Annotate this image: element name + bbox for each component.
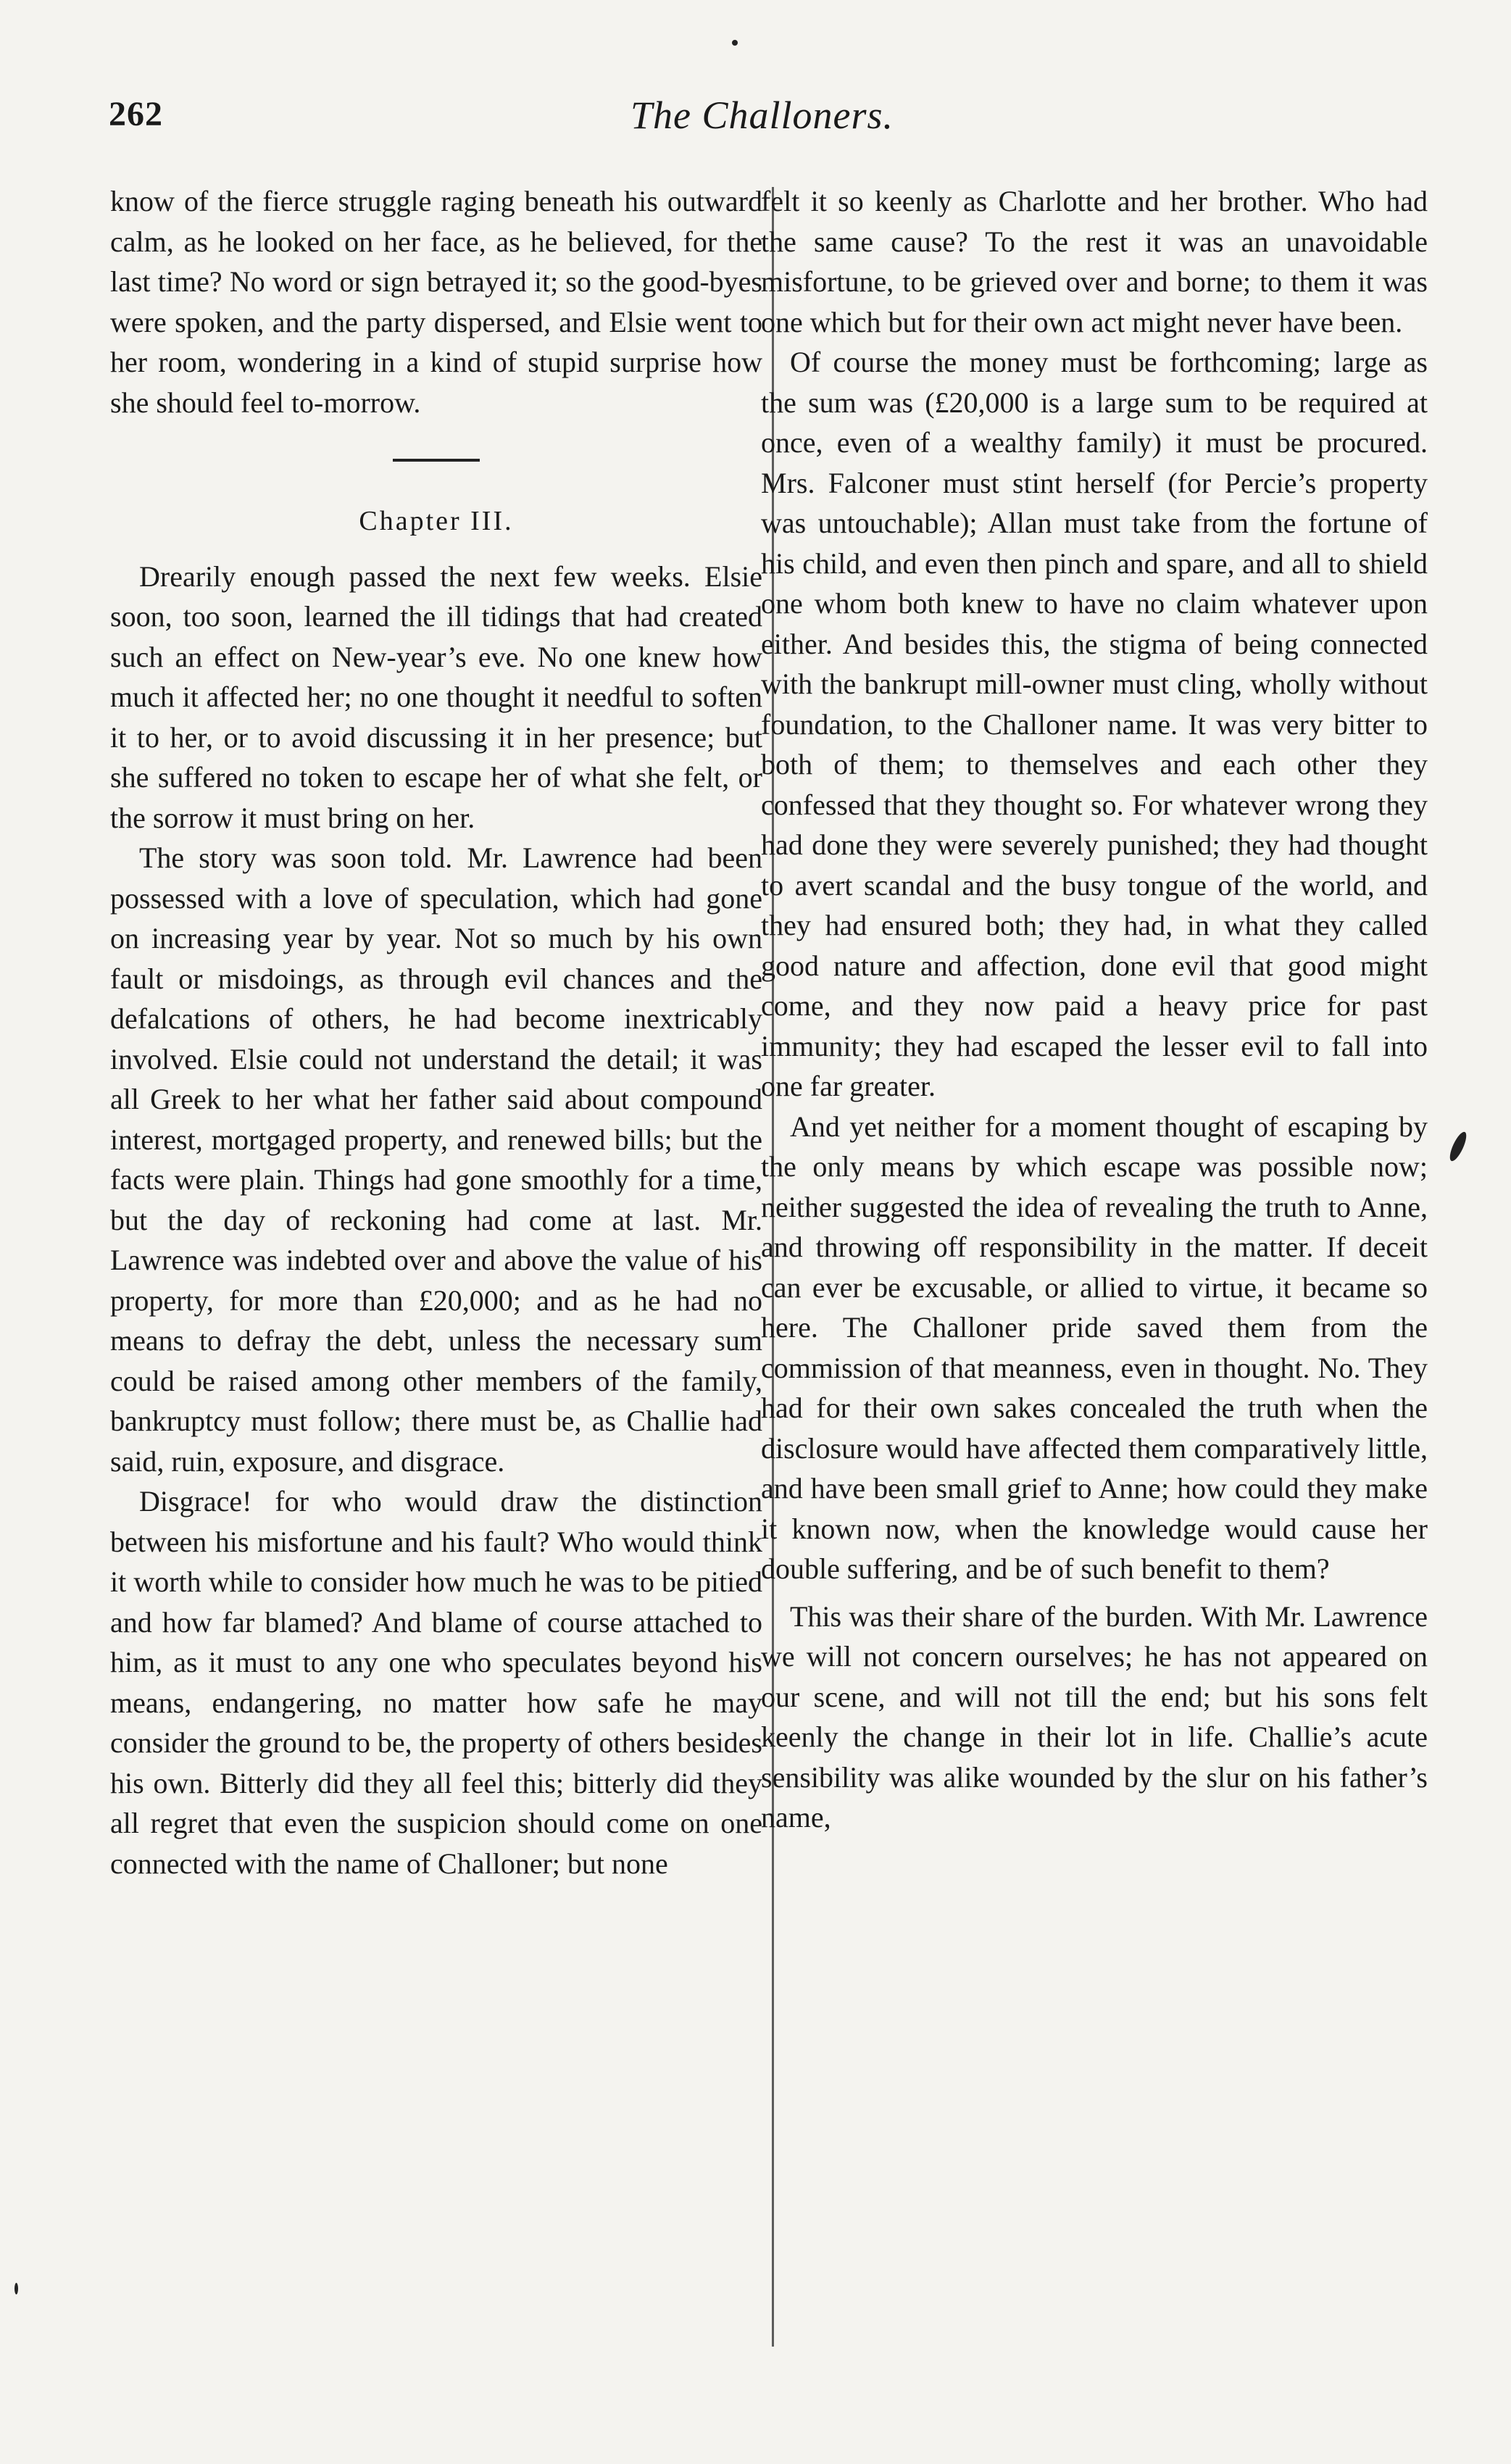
paragraph: Disgrace! for who would draw the distinction between his misfortune and his fault? Who would think it worth while to consider how much he was to be pitied and how far blamed? And blame of course attached to him, as it must to any one who speculates beyond his means, endangering, no matter how safe he may consider the ground to be, the property of others besides his own. Bitterly did they all feel this; bitterly did they all regret that even the suspicion should come on one connected with the name of Challoner; but none — [110, 1485, 762, 1880]
paragraph: felt it so keenly as Charlotte and her brother. Who had the same cause? To the rest it was an unavoidable misfortune, to be grieved over and borne; to them it was one which but for their own act might never have been. — [761, 185, 1428, 338]
paragraph: And yet neither for a moment thought of escaping by the only means by which escape was possible now; neither suggested the idea of revealing the truth to Anne, and throwing off responsibility in the matter. If deceit can ever be excusable, or allied to virtue, it became so here. The Challoner pride saved them from the commission of that meanness, even in thought. No. They had for their own sakes concealed the truth when the disclosure would have affected them comparatively little, and have been small grief to Anne; how could they make it known now, when the knowledge would cause her double suffering, and be of such benefit to them? — [761, 1110, 1428, 1585]
ink-spot — [1447, 1130, 1469, 1163]
chapter-heading: Chapter III. — [359, 506, 514, 536]
paragraph: The story was soon told. Mr. Lawrence had been possessed with a love of speculation, which had gone on increasing year by year. Not so much by his own fault or misdoings, as through evil chances and the defalcations of others, he had become inextricably involved. Elsie could not understand the detail; it was all Greek to her what her father said about compound interest, mortgaged property, and renewed bills; but the facts were plain. Things had gone smoothly for a time, but the day of reckoning had come at last. Mr. Lawrence was indebted over and above the value of his property, for more than £20,000; and as he had no means to defray the debt, unless the necessary sum could be raised among other members of the family, bankruptcy must follow; there must be, as Challie had said, ruin, exposure, and disgrace. — [110, 841, 762, 1478]
ink-spot — [14, 2283, 18, 2294]
section-divider — [393, 459, 480, 462]
right-column — [761, 181, 1428, 1838]
paragraph: This was their share of the burden. With Mr. Lawrence we will not concern ourselves; he has not appeared on our scene, and will not till the end; but his sons felt keenly the change in their lot in life. Challie’s acute sensibility was alike wounded by the slur on his father’s name, — [761, 1599, 1428, 1834]
page-header — [109, 87, 1413, 159]
ink-spot — [732, 40, 738, 46]
left-column — [110, 181, 762, 1884]
running-title: The Challoners. — [630, 93, 894, 137]
page-number: 262 — [109, 95, 163, 133]
paragraph: know of the fierce struggle raging beneath his outward calm, as he looked on her face, as he believed, for the last time? No word or sign betrayed it; so the good-byes were spoken, and the party dispersed, and Elsie went to her room, wondering in a kind of stupid surprise how she should feel to-morrow. — [110, 185, 762, 419]
paragraph: Of course the money must be forthcoming; large as the sum was (£20,000 is a large sum to be required at once, even of a wealthy family) it must be procured. Mrs. Falconer must stint herself (for Percie’s property was untouchable); Allan must take from the fortune of his child, and even then pinch and spare, and all to shield one whom both knew to have no claim whatever upon either. And besides this, the stigma of being connected with the bankrupt mill-owner must cling, wholly without foundation, to the Challoner name. It was very bitter to both of them; to themselves and each other they confessed that they thought so. For whatever wrong they had done they were severely punished; they had thought to avert scandal and the busy tongue of the world, and they had ensured both; they had, in what they called good nature and affection, done evil that good might come, and they now paid a heavy price for past immunity; they had escaped the lesser evil to fall into one far greater. — [761, 346, 1428, 1102]
paragraph: Drearily enough passed the next few weeks. Elsie soon, too soon, learned the ill tidings that had created such an effect on New-year’s eve. No one knew how much it affected her; no one thought it needful to soften it to her, or to avoid discussing it in her presence; but she suffered no token to escape her of what she felt, or the sorrow it must bring on her. — [110, 559, 762, 834]
